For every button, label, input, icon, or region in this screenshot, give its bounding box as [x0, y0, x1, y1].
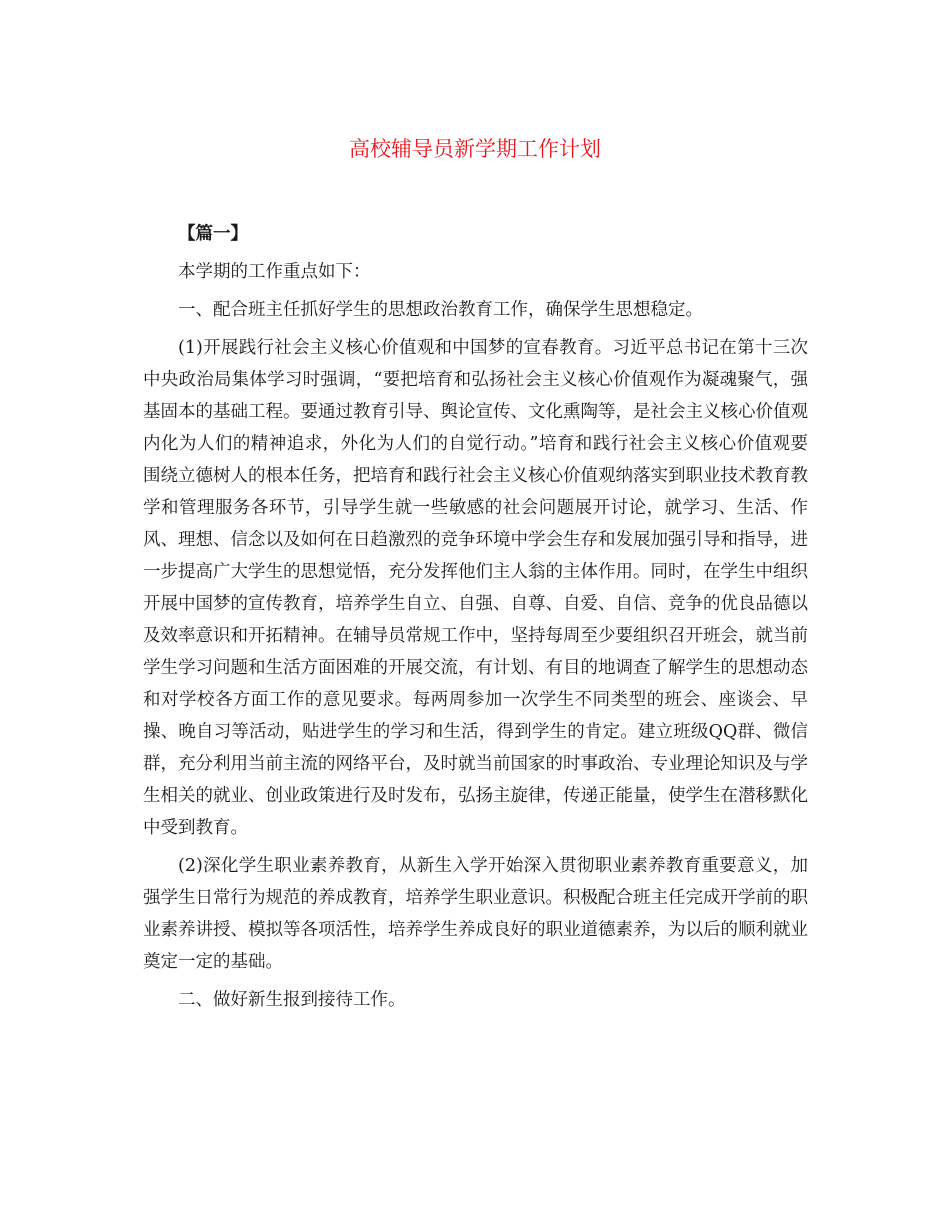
document-body	[143, 218, 808, 1022]
section-heading: 【篇一】	[178, 224, 248, 244]
document-title: 高校辅导员新学期工作计划	[349, 137, 601, 161]
point-one-heading: 一、配合班主任抓好学生的思想政治教育工作，确保学生思想稳定。	[178, 300, 703, 320]
sub-point-1-paragraph: (1)开展践行社会主义核心价值观和中国梦的宣春教育。习近平总书记在第十三次中央政治局集体学习时强调，“要把培育和弘扬社会主义核心价值观作为凝魂聚气，强基固本的基础工程。要通过教育引导、舆论宣传、文化熏陶等，是社会主义核心价值观内化为人们的精神追求，外化为人们的自觉行动。”培育和践行社会主义核心价值观要围绕立德树人的根本任务，把培育和践行社会主义核心价值观纳落实到职业技术教育教学和管理服务各环节，引导学生就一些敏感的社会问题展开讨论，就学习、生活、作风、理想、信念以及如何在日趋激烈的竞争环境中学会生存和发展加强引导和指导，进一步提高广大学生的思想觉悟，充分发挥他们主人翁的主体作用。同时，在学生中组织开展中国梦的宣传教育，培养学生自立、自强、自尊、自爱、自信、竞争的优良品德以及效率意识和开拓精神。在辅导员常规工作中，坚持每周至少要组织召开班会，就当前学生学习问题和生活方面困难的开展交流，有计划、有目的地调查了解学生的思想动态和对学校各方面工作的意见要求。每两周参加一次学生不同类型的班会、座谈会、早操、晚自习等活动，贴进学生的学习和生活，得到学生的肯定。建立班级QQ群、微信群，充分利用当前主流的网络平台，及时就当前国家的时事政治、专业理论知识及与学生相关的就业、创业政策进行及时发布，弘扬主旋律，传递正能量，使学生在潜移默化中受到教育。	[143, 338, 808, 838]
point-two-heading: 二、做好新生报到接待工作。	[178, 990, 406, 1010]
sub-point-2-paragraph: (2)深化学生职业素养教育，从新生入学开始深入贯彻职业素养教育重要意义，加强学生日常行为规范的养成教育，培养学生职业意识。积极配合班主任完成开学前的职业素养讲授、模拟等各项活性，培养学生养成良好的职业道德素养，为以后的顺利就业奠定一定的基础。	[143, 856, 808, 972]
intro-paragraph: 本学期的工作重点如下：	[178, 262, 371, 282]
